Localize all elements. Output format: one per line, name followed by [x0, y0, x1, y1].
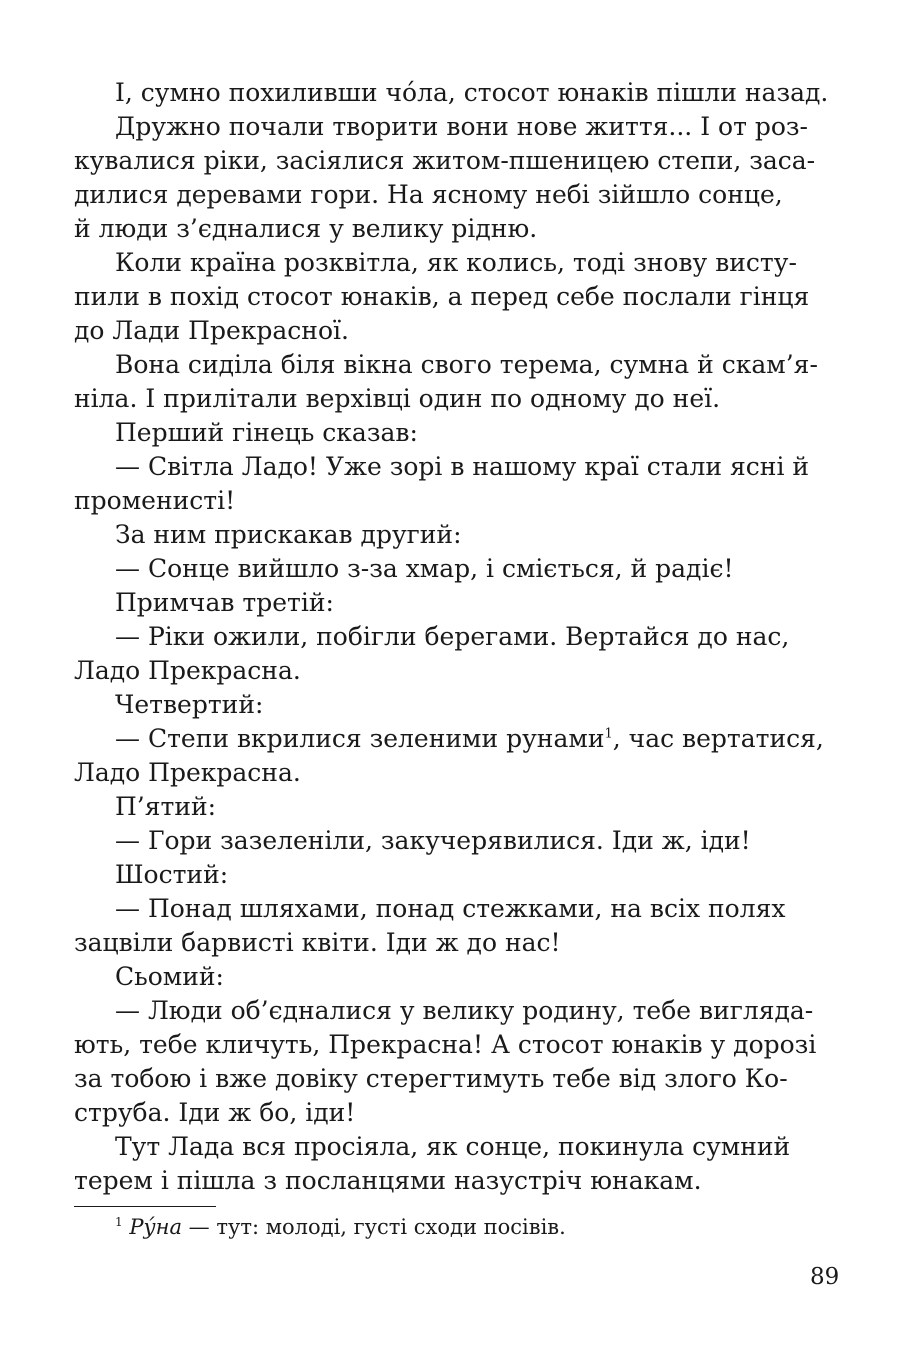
text-line-content: — Понад шляхами, понад стежками, на всіх полях: [115, 894, 786, 923]
text-line-content: ніла. І прилітали верхівці один по одному до неї.: [74, 384, 721, 413]
text-line-content: Перший гінець сказав:: [115, 418, 418, 447]
text-line-content: — Гори зазеленіли, закучерявилися. Іди ж, іди!: [115, 826, 751, 855]
text-line-content: дилися деревами гори. На ясному небі зійшло сонце,: [74, 180, 783, 209]
text-line: [74, 382, 838, 416]
text-line-continuation: , час вертатися,: [612, 724, 824, 753]
text-line: [74, 756, 838, 790]
text-line-content: І, сумно похиливши чо́ла, стосот юнаків пішли назад.: [115, 78, 829, 107]
body-text: [74, 76, 838, 1198]
text-line: [74, 1130, 838, 1164]
text-line: [74, 1062, 838, 1096]
text-line: [74, 552, 838, 586]
text-line-content: Дружно почали творити вони нове життя... І от роз-: [115, 112, 808, 141]
text-line: [74, 280, 838, 314]
text-line: [74, 76, 838, 110]
footnote-divider: [74, 1206, 216, 1207]
text-line: [74, 586, 838, 620]
text-line-content: Четвертий:: [115, 690, 264, 719]
text-line: [74, 790, 838, 824]
text-line: [74, 144, 838, 178]
text-line: [74, 620, 838, 654]
text-line: [74, 314, 838, 348]
text-line-content: Коли країна розквітла, як колись, тоді знову висту-: [115, 248, 797, 277]
text-line: [74, 518, 838, 552]
text-line: [74, 892, 838, 926]
footnote-definition: — тут: молоді, густі сходи посівів.: [182, 1215, 566, 1239]
text-line: [74, 858, 838, 892]
text-line-content: Ладо Прекрасна.: [74, 758, 301, 787]
footnote-marker: 1: [115, 1215, 123, 1229]
text-line-content: — Ріки ожили, побігли берегами. Вертайся до нас,: [115, 622, 790, 651]
text-line: [74, 450, 838, 484]
text-line-content: — Сонце вийшло з-за хмар, і сміється, й радіє!: [115, 554, 734, 583]
text-line-content: За ним прискакав другий:: [115, 520, 462, 549]
text-line-content: терем і пішла з посланцями назустріч юнакам.: [74, 1166, 702, 1195]
text-line-content: кувалися ріки, засіялися житом-пшеницею степи, заса-: [74, 146, 816, 175]
text-line: [74, 110, 838, 144]
text-line-content: променисті!: [74, 486, 236, 515]
text-line-content: Шостий:: [115, 860, 229, 889]
text-line-content: до Лади Прекрасної.: [74, 316, 349, 345]
text-line: [74, 1096, 838, 1130]
text-line-content: зацвіли барвисті квіти. Іди ж до нас!: [74, 928, 561, 957]
text-line: [74, 178, 838, 212]
text-line-content: — Світла Ладо! Уже зорі в нашому краї стали ясні й: [115, 452, 810, 481]
text-line-content: П’ятий:: [115, 792, 217, 821]
text-line-content: за тобою і вже довіку стерегтимуть тебе від злого Ко-: [74, 1064, 788, 1093]
text-line-content: Сьомий:: [115, 962, 224, 991]
text-line: [74, 1028, 838, 1062]
footnote-reference: 1: [604, 726, 613, 742]
text-line: [74, 416, 838, 450]
text-line-content: Примчав третій:: [115, 588, 334, 617]
text-line: [74, 926, 838, 960]
text-line-content: ють, тебе кличуть, Прекрасна! А стосот юнаків у дорозі: [74, 1030, 817, 1059]
text-line: [74, 960, 838, 994]
footnote: [115, 1212, 566, 1242]
text-line: [74, 654, 838, 688]
footnote-term: Ру́на: [129, 1215, 182, 1239]
text-line-content: Вона сиділа біля вікна свого терема, сумна й скам’я-: [115, 350, 818, 379]
text-line-content: й люди з’єдналися у велику рідню.: [74, 214, 538, 243]
text-line: [74, 688, 838, 722]
text-line: [74, 212, 838, 246]
text-line: [74, 246, 838, 280]
text-line-content: Тут Лада вся просіяла, як сонце, покинула сумний: [115, 1132, 791, 1161]
text-line: [74, 824, 838, 858]
text-line: [74, 722, 838, 756]
text-line-content: Ладо Прекрасна.: [74, 656, 301, 685]
text-line: [74, 348, 838, 382]
text-line-content: пили в похід стосот юнаків, а перед себе послали гінця: [74, 282, 810, 311]
text-line-content: струба. Іди ж бо, іди!: [74, 1098, 356, 1127]
page-number: 89: [810, 1264, 840, 1290]
text-line-content: — Люди об’єдналися у велику родину, тебе вигляда-: [115, 996, 814, 1025]
text-line: [74, 1164, 838, 1198]
text-line: [74, 994, 838, 1028]
text-line-content: — Степи вкрилися зеленими рунами: [115, 724, 605, 753]
text-line: [74, 484, 838, 518]
